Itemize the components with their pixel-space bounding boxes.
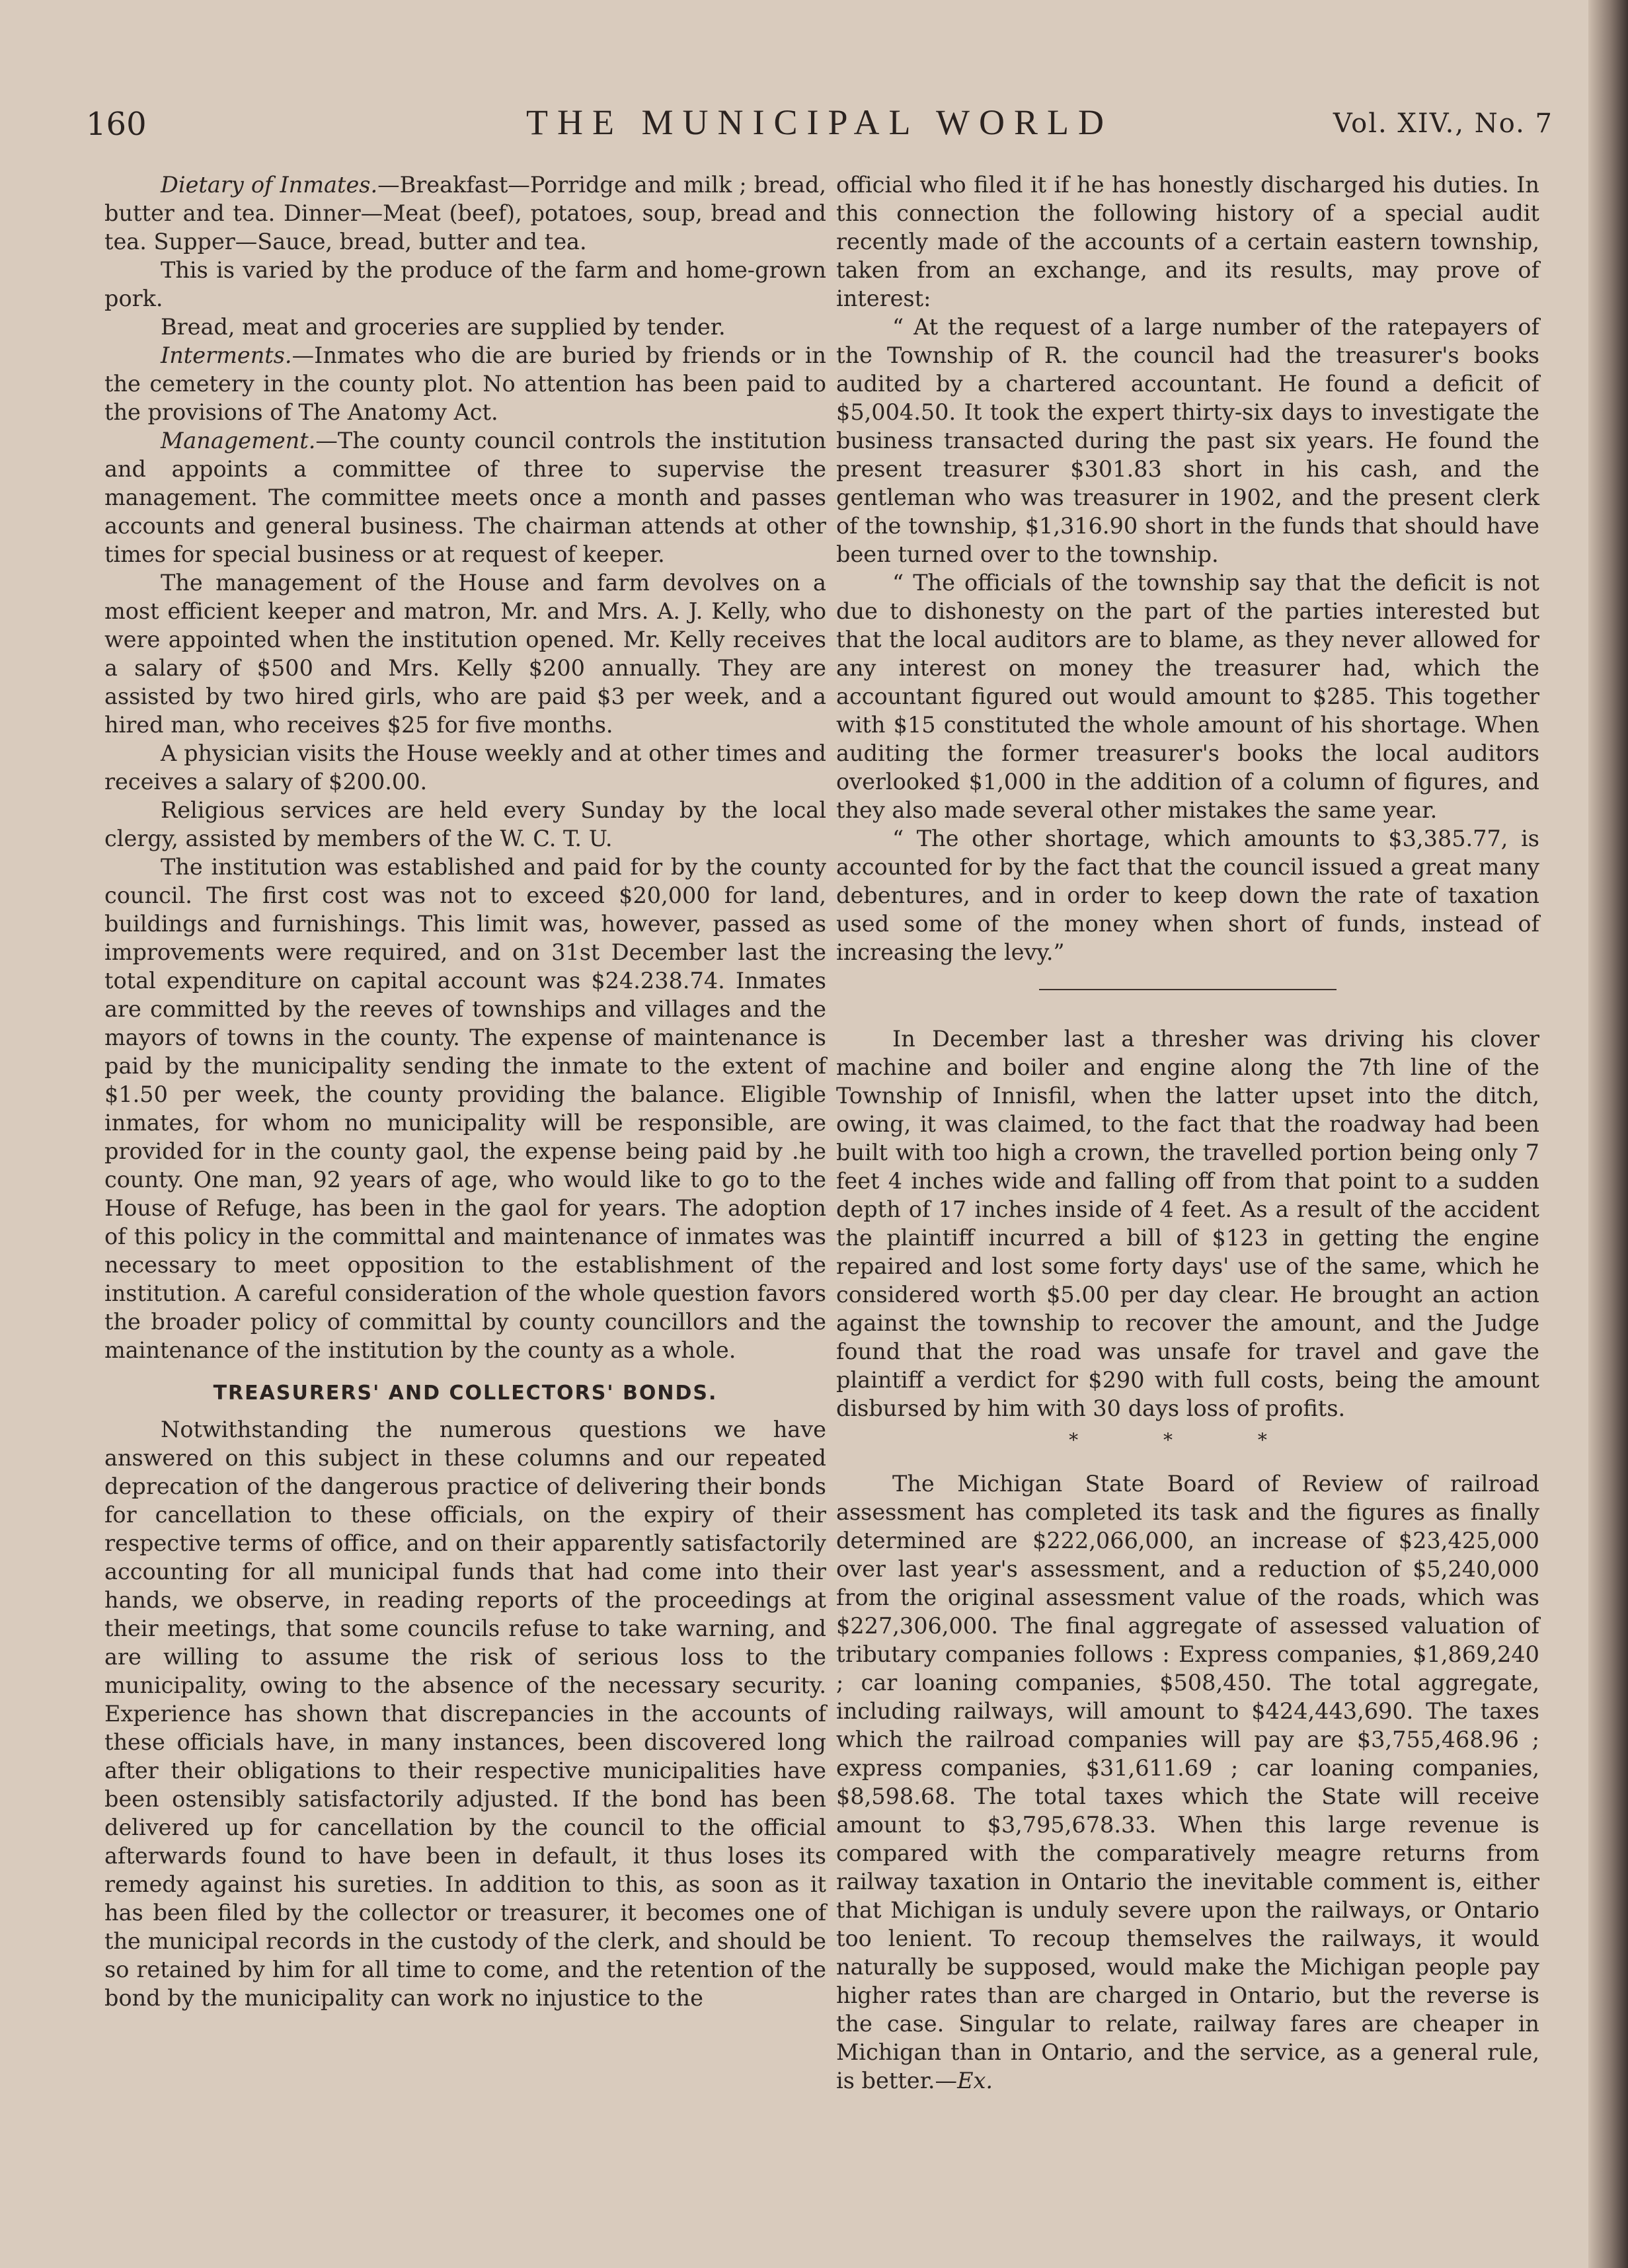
paragraph: The management of the House and farm devolves on a most efficient keeper and matron, Mr. and Mrs. A. J. Kelly, who were appointed when the institution opened. Mr. Kelly receives a salary of $500 and Mrs. Kelly $200 annually. They are assisted by two hired girls, who are paid $3 per week, and a hired man, who receives $25 for five months. [104, 570, 826, 738]
management-paragraph [104, 426, 826, 568]
paragraph: Religious services are held every Sunday by the local clergy, assisted by members of the W. C. T. U. [104, 797, 826, 851]
michigan-text: The Michigan State Board of Review of railroad assessment has completed its task and the figures as finally determined are $222,066,000, an increase of $23,425,000 over last year's assessment, and a reduction of $5,240,000 from the original assessment value of the roads, which was $227,306,000. The final aggregate of assessed valuation of tributary companies follows : Express companies, $1,869,240 ; car loaning companies, $508,450. The total aggregate, including railways, will amount to $424,443,690. The taxes which the railroad companies will pay are $3,755,468.96 ; express companies, $31,611.69 ; car loaning companies, $8,598.68. The total taxes which the State will receive amount to $3,795,678.33. When this large revenue is compared with the comparatively meagre returns from railway taxation in Ontario the inevitable comment is, either that Michigan is unduly severe upon the railways, or Ontario too lenient. To recoup themselves the railways, it would naturally be supposed, would make the Michigan people pay higher rates than are charged in Ontario, but the reverse is the case. Singular to relate, railway fares are cheaper in Michigan than in Ontario, and the service, as a general rule, is better.— [836, 1471, 1539, 2093]
source-credit: Ex. [957, 2068, 993, 2093]
journal-title: THE MUNICIPAL WORLD [525, 102, 1113, 142]
quoted-paragraph: “ The other shortage, which amounts to $3,385.77, is accounted for by the fact that the council issued a great many debentures, and in order to keep down the rate of taxation used some of the money when short of funds, instead of increasing the levy.” [836, 826, 1539, 965]
paragraph: In December last a thresher was driving his clover machine and boiler and engine along the 7th line of the Township of Innisfil, when the latter upset into the ditch, owing, it was claimed, to the fact that the roadway had been built with too high a crown, the travelled portion being only 7 feet 4 inches wide and falling off from that point to a sudden depth of 17 inches inside of 4 feet. As a result of the accident the plaintiff incurred a bill of $123 in getting the engine repaired and lost some forty days' use of the same, which he considered worth $5.00 per day clear. He brought an action against the township to recover the amount, and the Judge found that the road was unsafe for travel and gave the plaintiff a verdict for $290 with full costs, being the amount disbursed by him with 30 days loss of profits. [836, 1026, 1539, 1421]
quoted-paragraph: “ At the request of a large number of the ratepayers of the Township of R. the council had the treasurer's books audited by a chartered accountant. He found a deficit of $5,004.50. It took the expert thirty-six days to investigate the business transacted during the past six years. He found the present treasurer $301.83 short in his cash, and the gentleman who was treasurer in 1902, and the present clerk of the township, $1,316.90 short in the funds that should have been turned over to the township. [836, 314, 1539, 567]
left-column [104, 171, 826, 2012]
paragraph: Bread, meat and groceries are supplied by tender. [161, 314, 726, 340]
paragraph: A physician visits the House weekly and at other times and receives a salary of $200.00. [104, 740, 826, 795]
paragraph: The institution was established and paid for by the county council. The first cost was not to exceed $20,000 for land, buildings and furnishings. This limit was, however, passed as improvements were required, and on 31st December last the total expenditure on capital account was $24.238.74. Inmates are committed by the reeves of townships and villages and the mayors of towns in the county. The expense of maintenance is paid by the municipality sending the inmate to the extent of $1.50 per week, the county providing the balance. Eligible inmates, for whom no municipality will be responsible, are provided for in the county gaol, the expense being paid by .he county. One man, 92 years of age, who would like to go to the House of Refuge, has been in the gaol for years. The adoption of this policy in the committal and maintenance of inmates was necessary to meet opposition to the establishment of the institution. A careful consideration of the whole question favors the broader policy of committal by county councillors and the maintenance of the institution by the county as a whole. [104, 854, 826, 1363]
right-column [836, 171, 1539, 2095]
paragraph: official who filed it if he has honestly discharged his duties. In this connection the following history of a special audit recently made of the accounts of a certain eastern township, taken from an exchange, and its results, may prove of interest: [836, 172, 1539, 311]
quoted-paragraph: “ The officials of the township say that the deficit is not due to dishonesty on the part of the parties interested but that the local auditors are to blame, as they never allowed for any interest on money the treasurer had, which the accountant figured out would amount to $285. This together with $15 constituted the whole amount of his shortage. When auditing the former treasurer's books the local auditors overlooked $1,000 in the addition of a column of figures, and they also made several other mistakes the same year. [836, 570, 1539, 823]
page-header [86, 99, 1553, 152]
management-label: Management. [161, 428, 316, 453]
section-divider [1039, 989, 1337, 990]
page-edge [1588, 0, 1628, 2268]
interments-paragraph [104, 341, 826, 426]
dietary-paragraph [104, 171, 826, 256]
paragraph: Notwithstanding the numerous questions we have answered on this subject in these columns and our repeated deprecation of the dangerous practice of delivering their bonds for cancellation to these officials, on the expiry of their respective terms of office, and on their apparently satisfactorily accounting for all municipal funds that had come into their hands, we observe, in reading reports of the proceedings at their meetings, that some councils refuse to take warning, and are willing to assume the risk of serious loss to the municipality, owing to the absence of the necessary security. Experience has shown that discrepancies in the accounts of these officials have, in many instances, been discovered long after their obligations to their respective municipalities have been ostensibly satisfactorily adjusted. If the bond has been delivered up for cancellation by the council to the official afterwards found to have been in default, it thus loses its remedy against his sureties. In addition to this, as soon as it has been filed by the collector or treasurer, it becomes one of the municipal records in the custody of the clerk, and should be so retained by him for all time to come, and the retention of the bond by the municipality can work no injustice to the [104, 1417, 826, 2011]
interments-text: —Inmates who die are buried by friends or in the cemetery in the county plot. No attention has been paid to the provisions of The Anatomy Act. [104, 342, 826, 425]
management-text: —The county council controls the institution and appoints a committee of three to supervise the management. The committee meets once a month and passes accounts and general business. The chairman attends at other times for special business or at request of keeper. [104, 428, 826, 567]
michigan-paragraph [836, 1469, 1539, 2095]
issue-number: Vol. XIV., No. 7 [1333, 108, 1553, 139]
dietary-text: —Breakfast—Porridge and milk ; bread, butter and tea. Dinner—Meat (beef), potatoes, soup, bread and tea. Supper—Sauce, bread, butter and tea. [104, 172, 827, 254]
asterism-divider: * * * [1069, 1429, 1307, 1451]
dietary-label: Dietary of Inmates. [161, 172, 378, 198]
page-number: 160 [86, 106, 147, 143]
section-heading: TREASURERS' AND COLLECTORS' BONDS. [213, 1382, 718, 1405]
paragraph: This is varied by the produce of the farm and home-grown pork. [104, 257, 826, 311]
interments-label: Interments. [161, 342, 292, 368]
